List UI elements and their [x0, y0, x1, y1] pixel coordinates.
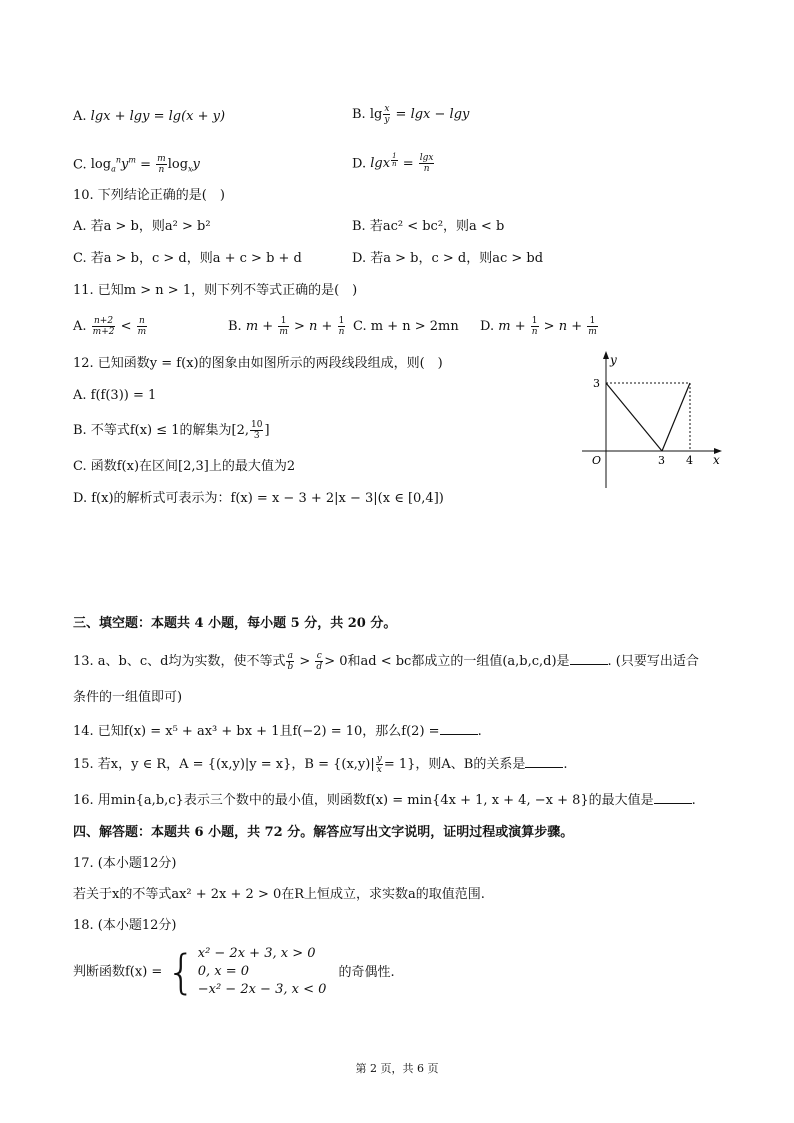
q10-option-a: A. 若a > b，则a² > b²	[73, 219, 211, 234]
q13-line2: 条件的一组值即可)	[73, 690, 183, 705]
q9-c-eq: =	[140, 157, 152, 173]
q13-pre: 13. a、b、c、d均为实数，使不等式	[73, 654, 286, 669]
q9-a-label: A.	[73, 109, 87, 124]
q12-option-b: B. 不等式f(x) ≤ 1的解集为[2, $\frac{10}{3}$ ]	[73, 420, 270, 441]
q13-line1: 13. a、b、c、d均为实数，使不等式 $\frac{a}{b}$ > $\frac{c}{d}$ > 0和ad < bc都成立的一组值(a,b,c,d)是 . (只要写出适合	[73, 651, 699, 672]
q9-option-a	[73, 108, 225, 126]
q13-answer-blank	[570, 652, 608, 665]
q15-pre: 15. 若x，y ∈ R，A = {(x,y)|y = x}，B = {(x,y)|	[73, 757, 375, 772]
piecewise-cases	[198, 945, 327, 999]
q11-option-c: C. m + n > 2mn	[353, 319, 459, 334]
q18-pre: 判断函数f(x) =	[73, 964, 163, 980]
q18-body	[73, 945, 395, 1000]
q12-b-pre: B. 不等式f(x) ≤ 1的解集为[2,	[73, 423, 250, 438]
q16-text: 16. 用min{a,b,c}表示三个数中的最小值，则函数f(x) = min{4x + 1, x + 4, −x + 8}的最大值是	[73, 793, 654, 808]
q18-case1: x² − 2x + 3, x > 0	[197, 946, 316, 961]
q9-c-fraction: $\frac{m}{n}$	[157, 154, 166, 176]
q10-stem: 10. 下列结论正确的是( )	[73, 188, 225, 203]
q9-option-b: B. lg $\frac{x}{y}$ = lgx − lgy	[352, 104, 470, 125]
q15-end: .	[563, 757, 568, 772]
q14-end: .	[477, 724, 482, 739]
q12-option-a: A. f(f(3)) = 1	[73, 388, 157, 403]
function-graph	[580, 350, 730, 495]
q14-answer-blank	[440, 722, 478, 735]
q18-case2: 0, x = 0	[197, 964, 250, 979]
q18-head: 18. (本小题12分)	[73, 918, 177, 933]
q13-mid: > 0和ad < bc都成立的一组值(a,b,c,d)是	[324, 654, 570, 669]
origin-label: O	[592, 454, 602, 467]
q10-option-d: D. 若a > b，c > d，则ac > bd	[352, 251, 544, 266]
tick-x4: 4	[686, 454, 693, 467]
q18-post: 的奇偶性.	[338, 964, 395, 980]
q15-answer-blank	[525, 755, 563, 768]
q12-option-c: C. 函数f(x)在区间[2,3]上的最大值为2	[73, 459, 296, 474]
q11-stem: 11. 已知m > n > 1，则下列不等式正确的是( )	[73, 283, 358, 298]
tick-x3: 3	[658, 454, 665, 467]
y-axis-arrow	[603, 351, 609, 359]
q14-text: 14. 已知f(x) = x⁵ + ax³ + bx + 1且f(−2) = 10，那么f(2) =	[73, 724, 440, 739]
piecewise-brace: {	[166, 945, 196, 999]
q16-answer-blank	[654, 791, 692, 804]
q9-d-label: D.	[352, 156, 367, 172]
q17-head: 17. (本小题12分)	[73, 856, 177, 871]
q14-line	[73, 722, 482, 741]
q12-option-d: D. f(x)的解析式可表示为：f(x) = x − 3 + 2|x − 3|(x ∈ [0,4])	[73, 491, 444, 506]
section4-title: 四、解答题：本题共 6 小题，共 72 分。解答应写出文字说明，证明过程或演算步骤。	[73, 825, 574, 840]
q9-c-label: C.	[73, 157, 87, 173]
q12-b-post: ]	[264, 423, 270, 438]
x-label: x	[713, 453, 720, 467]
q9-a-text: lgx + lgy = lg(x + y)	[90, 109, 226, 124]
q18-case3: −x² − 2x − 3, x < 0	[197, 982, 327, 997]
q11-option-d: D. m + $\frac{1}{n}$ > n + $\frac{1}{m}$	[480, 316, 597, 337]
q9-b-fraction: $\frac{x}{y}$	[384, 104, 390, 125]
y-label: y	[610, 353, 617, 367]
q15-line: 15. 若x，y ∈ R，A = {(x,y)|y = x}，B = {(x,y)| $\frac{y}{x}$ = 1}，则A、B的关系是 .	[73, 754, 568, 775]
q15-post: = 1}，则A、B的关系是	[383, 757, 526, 772]
q10-option-b: B. 若ac² < bc²，则a < b	[352, 219, 505, 234]
q17-body: 若关于x的不等式ax² + 2x + 2 > 0在R上恒成立，求实数a的取值范围.	[73, 887, 485, 902]
q11-option-b: B. m + $\frac{1}{m}$ > n + $\frac{1}{n}$	[228, 316, 345, 337]
q13-post: . (只要写出适合	[607, 654, 699, 669]
q10-option-c: C. 若a > b，c > d，则a + c > b + d	[73, 251, 302, 266]
q9-option-d: D. lgx $^{\frac{1}{n}}$ = $\frac{\lg x}{n}$	[352, 151, 434, 175]
q11-option-a: A. $\frac{n+2}{m+2}$ < $\frac{n}{m}$	[73, 316, 147, 337]
page-footer: 第 2 页，共 6 页	[355, 1062, 439, 1075]
q9-d-fraction: $\frac{\lg x}{n}$	[419, 153, 434, 175]
section3-title: 三、填空题：本题共 4 小题，每小题 5 分，共 20 分。	[73, 616, 397, 631]
q16-end: .	[691, 793, 696, 808]
q9-b-text: = lgx − lgy	[395, 107, 470, 122]
q9-b-label: B.	[352, 107, 366, 122]
tick-y3: 3	[593, 377, 600, 390]
q16-line	[73, 791, 696, 810]
q9-d-eq: =	[402, 156, 414, 172]
q9-option-c: C. $\log_a^ny^m$ = $\frac{m}{n}$ $\log_xy$	[73, 154, 200, 176]
segment-1	[606, 383, 662, 451]
segment-2	[662, 383, 690, 451]
q12-stem: 12. 已知函数y = f(x)的图象由如图所示的两段线段组成，则( )	[73, 356, 443, 371]
